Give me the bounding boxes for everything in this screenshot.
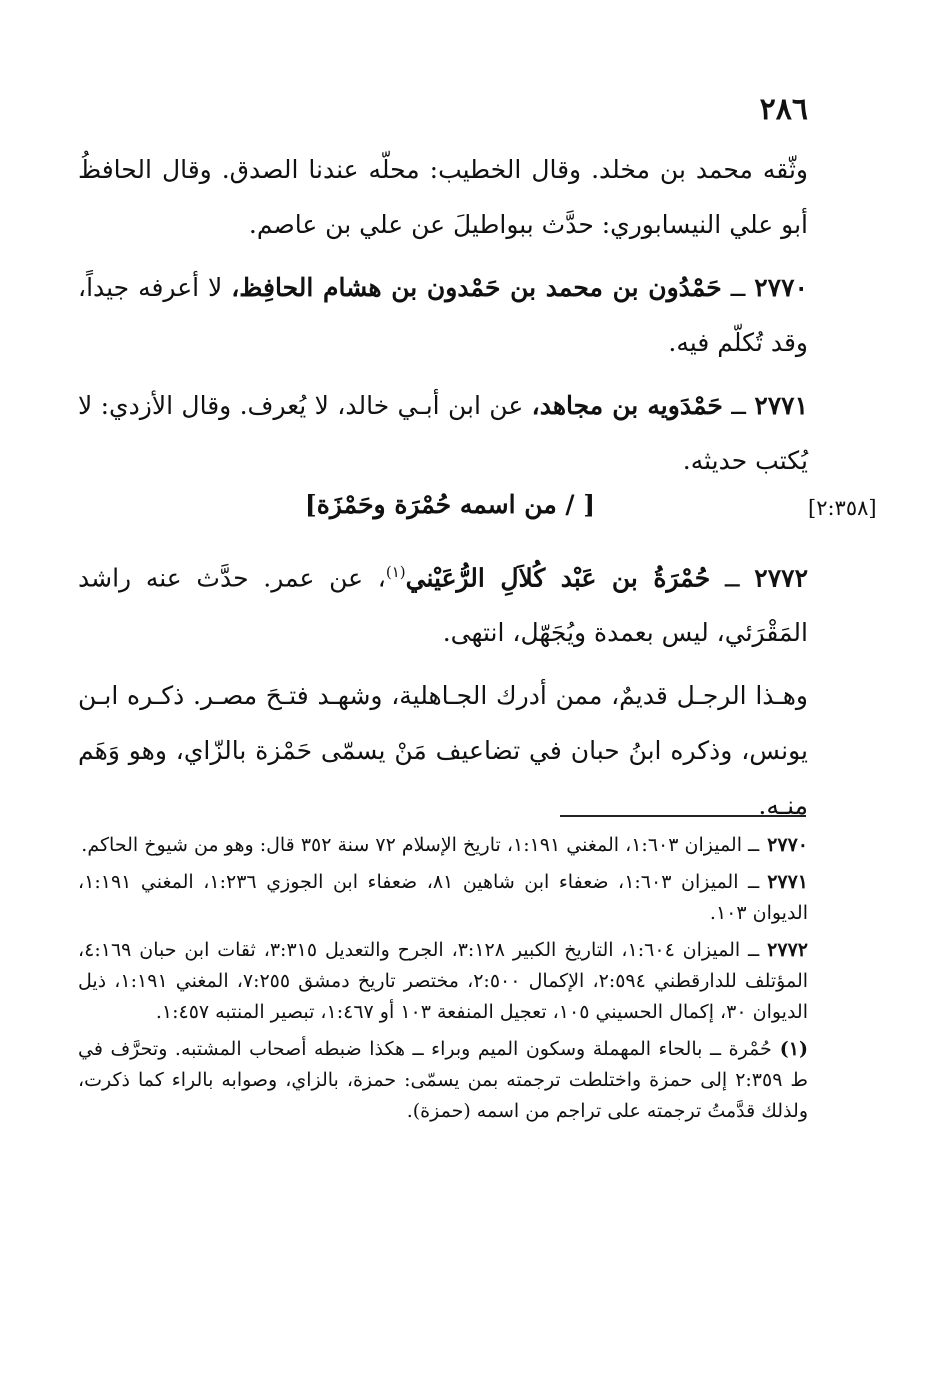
footnote-1 xyxy=(78,1034,808,1127)
entry-number: ٢٧٧١ xyxy=(754,391,809,420)
entry-2772 xyxy=(78,545,808,660)
main-text-top xyxy=(78,142,808,496)
footnote-number: ٢٧٧٠ xyxy=(767,834,808,856)
footnote-text: ــ الميزان ١:٦٠٤، التاريخ الكبير ٣:١٢٨، الجرح والتعديل ٣:٣١٥، ثقات ابن حبان ٤:١٦٩، المؤتلف للدارقطني ٢:٥٩٤، الإكمال ٢:٥٠٠، مختصر تاريخ دمشق ٧:٢٥٥، المغني ١:١٩١، ذيل الديوان ٣٠، إكمال الحسيني ١٠٥، تعجيل المنفعة ١٠٣ أو ١:٤٦٧، تبصير المنتبه ١:٤٥٧. xyxy=(78,939,809,1023)
main-text-lower xyxy=(78,545,808,841)
footnote-2772 xyxy=(78,935,808,1028)
entry-name: حَمْدُون بن محمد بن حَمْدون بن هشام الحافِظ، xyxy=(231,273,722,302)
entry-dash: ــ xyxy=(730,273,746,302)
entry-dash: ــ xyxy=(731,391,746,420)
entry-2771 xyxy=(78,378,808,488)
entry-number: ٢٧٧٢ xyxy=(754,563,808,593)
footnote-2771 xyxy=(78,867,808,929)
entry-number: ٢٧٧٠ xyxy=(754,273,808,302)
page-number: ٢٨٦ xyxy=(759,92,808,127)
footnote-2770 xyxy=(78,830,808,861)
footnote-text: حُمْرة ــ بالحاء المهملة وسكون الميم وبراء ــ هكذا ضبطه أصحاب المشتبه. وتحرَّف في ط ٢:٣٥٩ إلى حمزة واختلطت ترجمته بمن يسمّى: حمزة، بالزاي، وصوابه بالراء كما ذكرت، ولذلك قدَّمتُ ترجمته على تراجم من اسمه (حمزة). xyxy=(78,1038,808,1122)
footnote-mark: (١) xyxy=(385,563,406,581)
footnote-number: (١) xyxy=(779,1038,808,1060)
footnote-divider xyxy=(560,815,806,817)
footnote-number: ٢٧٧٢ xyxy=(767,939,808,961)
entry-dash: ــ xyxy=(724,563,740,593)
entry-2770 xyxy=(78,260,808,370)
paragraph-continuation: وثّقه محمد بن مخلد. وقال الخطيب: محلّه عندنا الصدق. وقال الحافظُ أبو علي النيسابوري: حدَّث ببواطيلَ عن علي بن عاصم. xyxy=(78,155,808,239)
entry-text: لا أعرفه جيداً، وقد تُكلّم فيه. xyxy=(78,273,808,357)
entry-name: حُمْرَةُ بن عَبْد كُلاَلِ الرُّعَيْني xyxy=(405,563,711,593)
entry-text: عن ابن أبـي خالد، لا يُعرف. وقال الأزدي: لا يُكتب حديثه. xyxy=(78,391,808,475)
footnote-text: ــ الميزان ١:٦٠٣، المغني ١:١٩١، تاريخ الإسلام ٧٢ سنة ٣٥٢ قال: وهو من شيوخ الحاكم. xyxy=(81,834,760,856)
entry-name: حَمْدَويه بن مجاهد، xyxy=(531,391,723,420)
paragraph-commentary: وهـذا الرجـل قديمٌ، ممن أدرك الجـاهلية، وشهـد فتـحَ مصـر. ذكـره ابـن يونس، وذكره ابنُ حبان في تضاعيف مَنْ يسمّى حَمْزة بالزّاي، وهو وَهَم منـه. xyxy=(78,681,808,821)
section-heading: [ / من اسمه حُمْرَة وحَمْزَة] xyxy=(304,490,596,519)
footnote-text: ــ الميزان ١:٦٠٣، ضعفاء ابن شاهين ٨١، ضعفاء ابن الجوزي ١:٢٣٦، المغني ١:١٩١، الديوان ١٠٣. xyxy=(78,871,808,924)
margin-reference: [٢:٣٥٨] xyxy=(808,496,877,520)
footnote-number: ٢٧٧١ xyxy=(767,871,809,893)
footnotes xyxy=(78,830,808,1133)
entry-text: ، عن عمر. حدَّث عنه راشد المَقْرَئي، ليس بعمدة ويُجَهّل، انتهى. xyxy=(78,563,808,648)
